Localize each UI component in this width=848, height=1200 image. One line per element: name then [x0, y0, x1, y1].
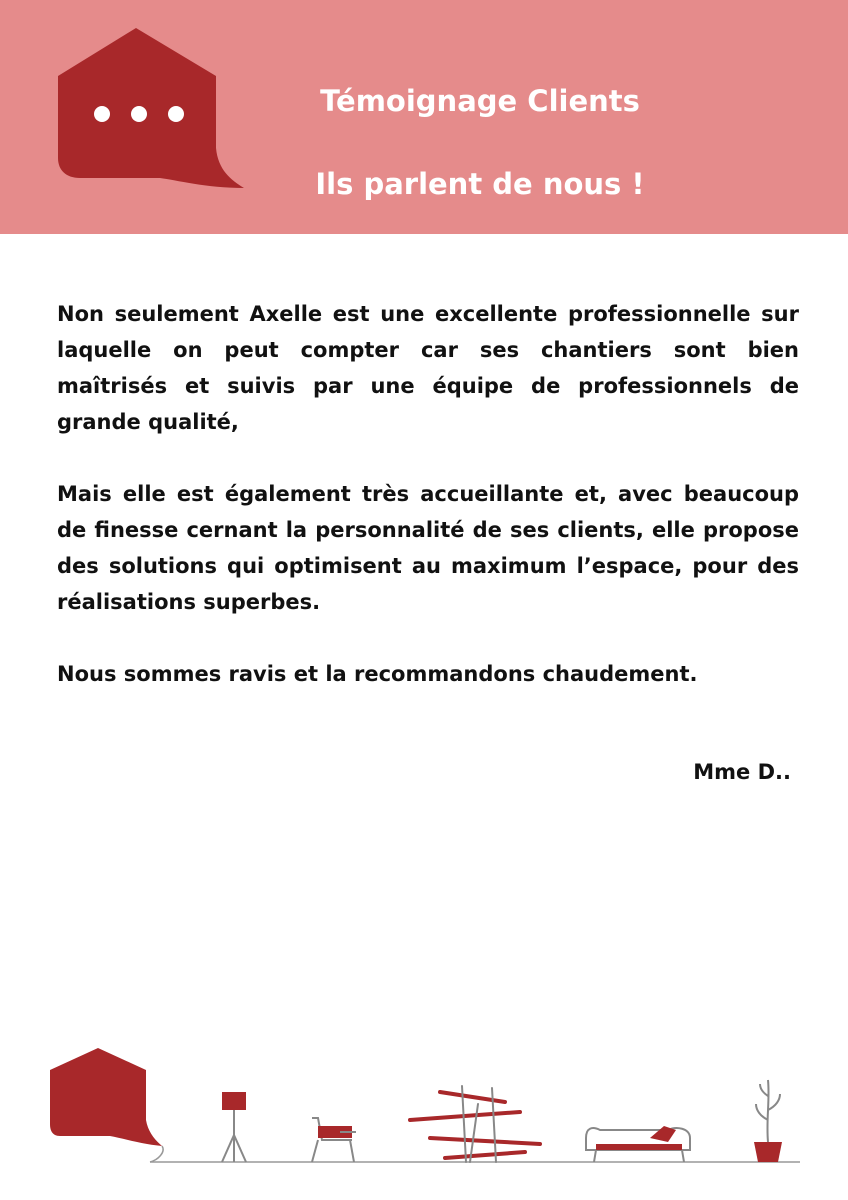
sofa-icon — [586, 1126, 690, 1162]
armchair-icon — [312, 1118, 356, 1162]
testimonial-paragraph: Non seulement Axelle est une excellente professionnelle sur laquelle on peut compter car ses chantiers sont bien maîtrisés et suivis par une équipe de professionnels de grande qualité, — [57, 302, 799, 434]
house-logo-icon — [50, 1048, 163, 1162]
plant-icon — [754, 1080, 782, 1162]
furniture-illustration — [0, 1040, 848, 1180]
page-title: Témoignage Clients — [320, 84, 640, 118]
floor-lamp-icon — [222, 1092, 246, 1162]
testimonial-body — [57, 296, 799, 692]
shelf-icon — [410, 1086, 540, 1162]
page-subtitle: Ils parlent de nous ! — [315, 167, 645, 201]
signature: Mme D.. — [693, 760, 791, 784]
speech-house-icon — [56, 28, 246, 198]
testimonial-paragraph: Nous sommes ravis et la recommandons chaudement. — [57, 662, 698, 686]
header-band — [0, 0, 848, 234]
testimonial-paragraph: Mais elle est également très accueillante et, avec beaucoup de finesse cernant la personnalité de ses clients, elle propose des solutions qui optimisent au maximum l’espace, pour des réalisations superbes. — [57, 482, 799, 614]
